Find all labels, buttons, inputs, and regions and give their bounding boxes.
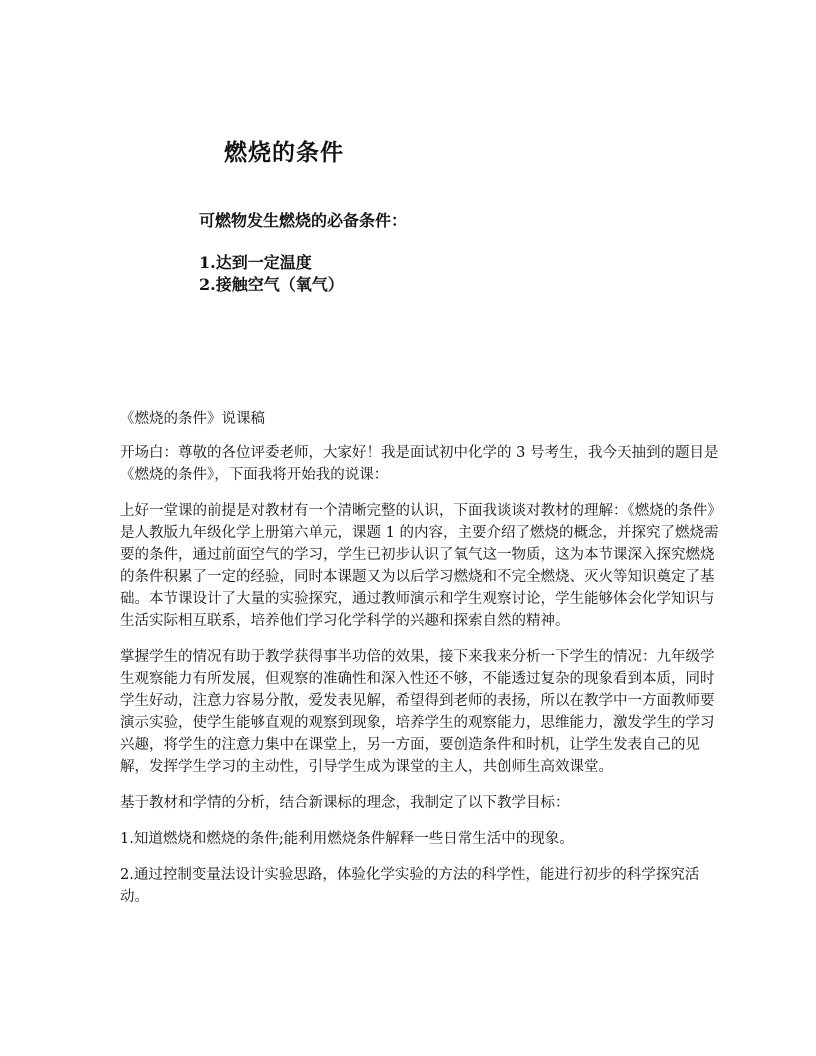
paragraph-goal-2: 2.通过控制变量法设计实验思路，体验化学实验的方法的科学性，能进行初步的科学探究活动。 bbox=[120, 867, 700, 905]
paragraph-textbook: 上好一堂课的前提是对教材有一个清晰完整的认识，下面我谈谈对教材的理解：《燃烧的条件》是人教版九年级化学上册第六单元，课题 1 的内容，主要介绍了燃烧的概念，并探究了燃烧需要的条件，通过前面空气的学习，学生已初步认识了氧气这一物质，这为本节课深入探究燃烧的条件积累了一定的经验，同时本课题又为以后学习燃烧和不完全燃烧、灭火等知识奠定了基础。本节课设计了大量的实验探究，通过教师演示和学生观察讨论，学生能够体会化学知识与生活实际相互联系，培养他们学习化学科学的兴趣和探索自然的精神。 bbox=[120, 503, 719, 629]
document-title: 《燃烧的条件》说课稿 bbox=[120, 411, 265, 427]
paragraph-goal-1: 1.知道燃烧和燃烧的条件;能利用燃烧条件解释一些日常生活中的现象。 bbox=[120, 831, 574, 847]
condition-list bbox=[199, 252, 344, 296]
paragraph-goals-intro: 基于教材和学情的分析，结合新课标的理念，我制定了以下教学目标： bbox=[120, 795, 570, 811]
condition-item: 2.接触空气（氧气） bbox=[199, 275, 344, 294]
slide-subtitle: 可燃物发生燃烧的必备条件： bbox=[199, 211, 408, 230]
paragraph-opening: 开场白：尊敬的各位评委老师，大家好！我是面试初中化学的 3 号考生，我今天抽到的题目是《燃烧的条件》，下面我将开始我的说课： bbox=[120, 445, 719, 483]
slide-title: 燃烧的条件 bbox=[224, 139, 344, 166]
lecture-text bbox=[120, 408, 720, 922]
condition-item: 1.达到一定温度 bbox=[199, 253, 312, 272]
paragraph-students: 掌握学生的情况有助于教学获得事半功倍的效果，接下来我来分析一下学生的情况：九年级学生观察能力有所发展，但观察的准确性和深入性还不够，不能透过复杂的现象看到本质，同时学生好动，注意力容易分散，爱发表见解，希望得到老师的表扬，所以在教学中一方面教师要演示实验，使学生能够直观的观察到现象，培养学生的观察能力，思维能力，激发学生的学习兴趣，将学生的注意力集中在课堂上，另一方面，要创造条件和时机，让学生发表自己的见解，发挥学生学习的主动性，引导学生成为课堂的主人，共创师生高效课堂。 bbox=[120, 649, 715, 775]
